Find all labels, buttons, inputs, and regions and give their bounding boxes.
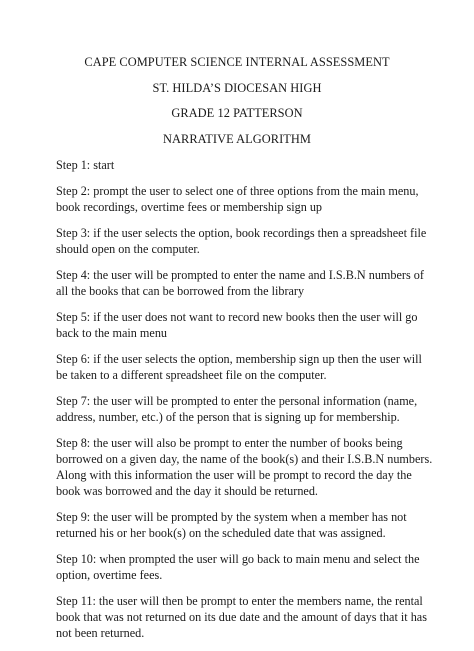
grade-class: GRADE 12 PATTERSON xyxy=(171,106,303,120)
document-subtitle: NARRATIVE ALGORITHM xyxy=(163,131,311,146)
document-header xyxy=(0,55,474,157)
school-name: ST. HILDA’S DIOCESAN HIGH xyxy=(152,80,322,95)
step-1: Step 1: start xyxy=(56,158,115,172)
step-8: Step 8: the user will also be prompt to enter the number of books being borrowed on a given day, the name of the book(s) and their I.S.B.N numbers. Along with this information the user will be prompt to record the day the book was borrowed and the day it should be returned. xyxy=(56,436,433,498)
step-10: Step 10: when prompted the user will go back to main menu and select the option, overtime fees. xyxy=(56,552,420,582)
algorithm-steps xyxy=(56,157,436,651)
step-3: Step 3: if the user selects the option, book recordings then a spreadsheet file should open on the computer. xyxy=(56,226,427,256)
step-7: Step 7: the user will be prompted to enter the personal information (name, address, number, etc.) of the person that is signing up for membership. xyxy=(56,394,418,424)
step-5: Step 5: if the user does not want to record new books then the user will go back to the main menu xyxy=(56,310,418,340)
step-9: Step 9: the user will be prompted by the system when a member has not returned his or her book(s) on the scheduled date that was assigned. xyxy=(56,510,407,540)
step-4: Step 4: the user will be prompted to enter the name and I.S.B.N numbers of all the books that can be borrowed from the library xyxy=(56,268,424,298)
step-6: Step 6: if the user selects the option, membership sign up then the user will be taken to a different spreadsheet file on the computer. xyxy=(56,352,422,382)
step-11: Step 11: the user will then be prompt to enter the members name, the rental book that was not returned on its due date and the amount of days that it has not been returned. xyxy=(56,594,427,640)
assessment-title: CAPE COMPUTER SCIENCE INTERNAL ASSESSMENT xyxy=(84,55,390,69)
step-2: Step 2: prompt the user to select one of three options from the main menu, book recordings, overtime fees or membership sign up xyxy=(56,184,419,214)
